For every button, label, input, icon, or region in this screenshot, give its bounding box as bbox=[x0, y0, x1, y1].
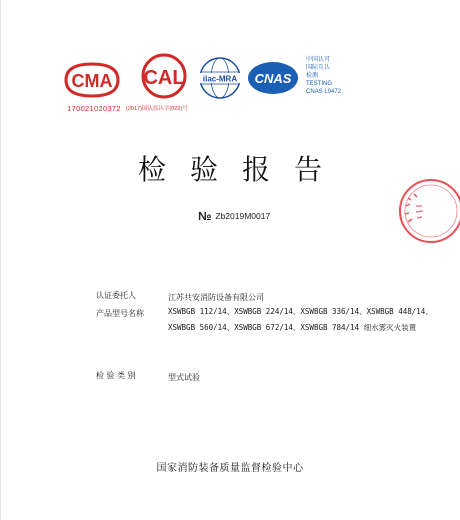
cma-number: 170021020372 bbox=[67, 104, 121, 113]
cnas-line: 国际互认 bbox=[306, 65, 331, 71]
cma-mark: CMA bbox=[71, 71, 113, 91]
report-title: 检验报告 bbox=[137, 153, 346, 186]
field-value: 江苏共安消防设备有限公司 bbox=[168, 293, 264, 302]
field-label: 产品型号名称 bbox=[96, 309, 144, 318]
field-value: 型式试验 bbox=[168, 373, 200, 382]
report-number bbox=[198, 209, 270, 223]
accreditation-logos bbox=[60, 50, 440, 120]
field-label: 认证委托人 bbox=[96, 291, 136, 300]
cnas-line: 检测 bbox=[306, 73, 319, 79]
red-seal-icon bbox=[396, 176, 460, 246]
ilac-mark: ilac-MRA bbox=[202, 74, 238, 84]
cnas-line: CNAS L0472 bbox=[306, 89, 342, 95]
cnas-mark: CNAS bbox=[254, 71, 292, 86]
cal-number: (2017)国认监认字(022)号 bbox=[126, 106, 188, 112]
cnas-line: TESTING bbox=[306, 81, 333, 87]
number-sign: № bbox=[198, 209, 212, 223]
report-number-value: Zb2019M0017 bbox=[215, 211, 271, 221]
ilac-mra-logo-icon bbox=[194, 54, 246, 102]
field-value: XSWBGB 112/14、XSWBGB 224/14、XSWBGB 336/14、XSWBGB 448/14、XSWBGB 560/14、XSWBGB 672/14、XSWBGB 784/14 细水雾灭火装置 bbox=[168, 307, 433, 332]
cnas-line: 中国认可 bbox=[306, 57, 331, 63]
cnas-accreditation-text bbox=[306, 56, 366, 96]
cal-mark: CAL bbox=[143, 67, 185, 89]
cal-logo-icon bbox=[136, 52, 192, 100]
cnas-logo-icon bbox=[246, 60, 300, 96]
cma-logo-icon bbox=[62, 60, 122, 100]
field-label: 检 验 类 别 bbox=[96, 371, 136, 380]
issuing-institution: 国家消防装备质量监督检验中心 bbox=[156, 463, 304, 474]
